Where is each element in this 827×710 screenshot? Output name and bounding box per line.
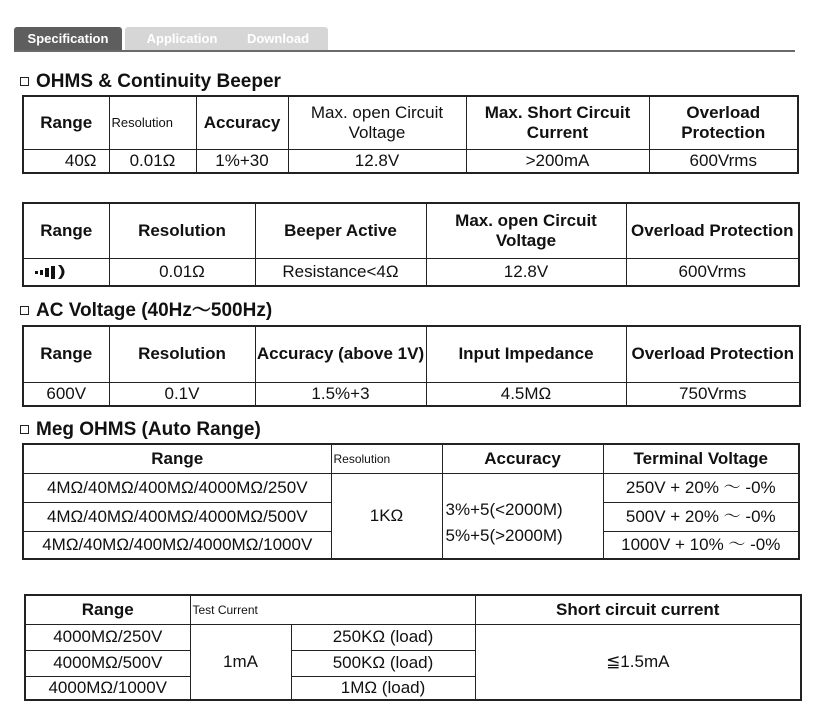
header-resolution: Resolution: [109, 96, 196, 149]
cell-overload: 600Vrms: [649, 149, 798, 173]
header-resolution: Resolution: [331, 444, 442, 473]
header-overload: Overload Protection: [649, 96, 798, 149]
cell-terminal-voltage: 500V + 20% ～ -0%: [603, 502, 799, 531]
cell-load: 500KΩ (load): [291, 650, 475, 676]
cell-terminal-voltage: 250V + 20% ～ -0%: [603, 473, 799, 502]
header-beeper-active: Beeper Active: [255, 203, 426, 258]
cell-resolution: 0.01Ω: [109, 149, 196, 173]
cell-accuracy: 1.5%+3: [255, 382, 426, 406]
square-bullet-icon: [20, 425, 29, 434]
header-overload: Overload Protection: [626, 203, 799, 258]
square-bullet-icon: [20, 306, 29, 315]
header-test-current: Test Current: [190, 595, 475, 624]
cell-resolution: 0.1V: [109, 382, 255, 406]
cell-load: 1MΩ (load): [291, 676, 475, 700]
continuity-table: [22, 202, 800, 287]
cell-short-current: >200mA: [466, 149, 649, 173]
section-title-ac: AC Voltage (40Hz～500Hz): [20, 300, 272, 322]
header-range: Range: [23, 96, 109, 149]
cell-accuracy: 1%+30: [196, 149, 288, 173]
header-accuracy: Accuracy: [196, 96, 288, 149]
cell-overload: 600Vrms: [626, 258, 799, 286]
cell-range: 4MΩ/40MΩ/400MΩ/4000MΩ/500V: [23, 502, 331, 531]
accuracy-line: 5%+5(>2000M): [445, 525, 563, 545]
cell-range: 4000MΩ/250V: [25, 624, 190, 650]
cell-range: 40Ω: [23, 149, 109, 173]
cell-resolution: 1KΩ: [331, 473, 442, 559]
header-short-circuit-current: Short circuit current: [475, 595, 801, 624]
tab-specification[interactable]: Specification: [14, 27, 122, 51]
tab-download[interactable]: Download: [228, 27, 328, 51]
section-title-ohms: OHMS & Continuity Beeper: [20, 71, 281, 93]
cell-test-current: 1mA: [190, 624, 291, 700]
ac-voltage-table: [22, 325, 801, 407]
section-title-meg: Meg OHMS (Auto Range): [20, 419, 261, 441]
header-accuracy: Accuracy (above 1V): [255, 326, 426, 382]
header-short-current: Max. Short Circuit Current: [466, 96, 649, 149]
cell-load: 250KΩ (load): [291, 624, 475, 650]
header-open-voltage: Max. open Circuit Voltage: [288, 96, 466, 149]
cell-range: 4000MΩ/1000V: [25, 676, 190, 700]
header-input-impedance: Input Impedance: [426, 326, 626, 382]
meg-ohms-table: [22, 443, 800, 560]
cell-range: [23, 258, 109, 286]
header-accuracy: Accuracy: [442, 444, 603, 473]
square-bullet-icon: [20, 77, 29, 86]
beeper-icon: [34, 263, 68, 281]
tab-underline: [14, 50, 795, 52]
tab-application[interactable]: Application: [125, 27, 239, 51]
cell-range: 4MΩ/40MΩ/400MΩ/4000MΩ/250V: [23, 473, 331, 502]
test-current-table: [24, 594, 802, 701]
cell-open-voltage: 12.8V: [288, 149, 466, 173]
header-range: Range: [23, 203, 109, 258]
header-terminal-voltage: Terminal Voltage: [603, 444, 799, 473]
header-overload: Overload Protection: [626, 326, 800, 382]
accuracy-line: 3%+5(<2000M): [445, 499, 563, 519]
header-range: Range: [23, 444, 331, 473]
cell-overload: 750Vrms: [626, 382, 800, 406]
cell-resolution: 0.01Ω: [109, 258, 255, 286]
cell-range: 600V: [23, 382, 109, 406]
header-resolution: Resolution: [109, 326, 255, 382]
ohms-table: [22, 95, 799, 174]
header-range: Range: [25, 595, 190, 624]
header-resolution: Resolution: [109, 203, 255, 258]
cell-accuracy: [442, 473, 603, 559]
header-range: Range: [23, 326, 109, 382]
cell-range: 4000MΩ/500V: [25, 650, 190, 676]
cell-terminal-voltage: 1000V + 10% ～ -0%: [603, 531, 799, 559]
cell-range: 4MΩ/40MΩ/400MΩ/4000MΩ/1000V: [23, 531, 331, 559]
cell-short-circuit-current: ≦1.5mA: [475, 624, 801, 700]
cell-input-impedance: 4.5MΩ: [426, 382, 626, 406]
cell-open-voltage: 12.8V: [426, 258, 626, 286]
cell-beeper-active: Resistance<4Ω: [255, 258, 426, 286]
header-open-voltage: Max. open Circuit Voltage: [426, 203, 626, 258]
